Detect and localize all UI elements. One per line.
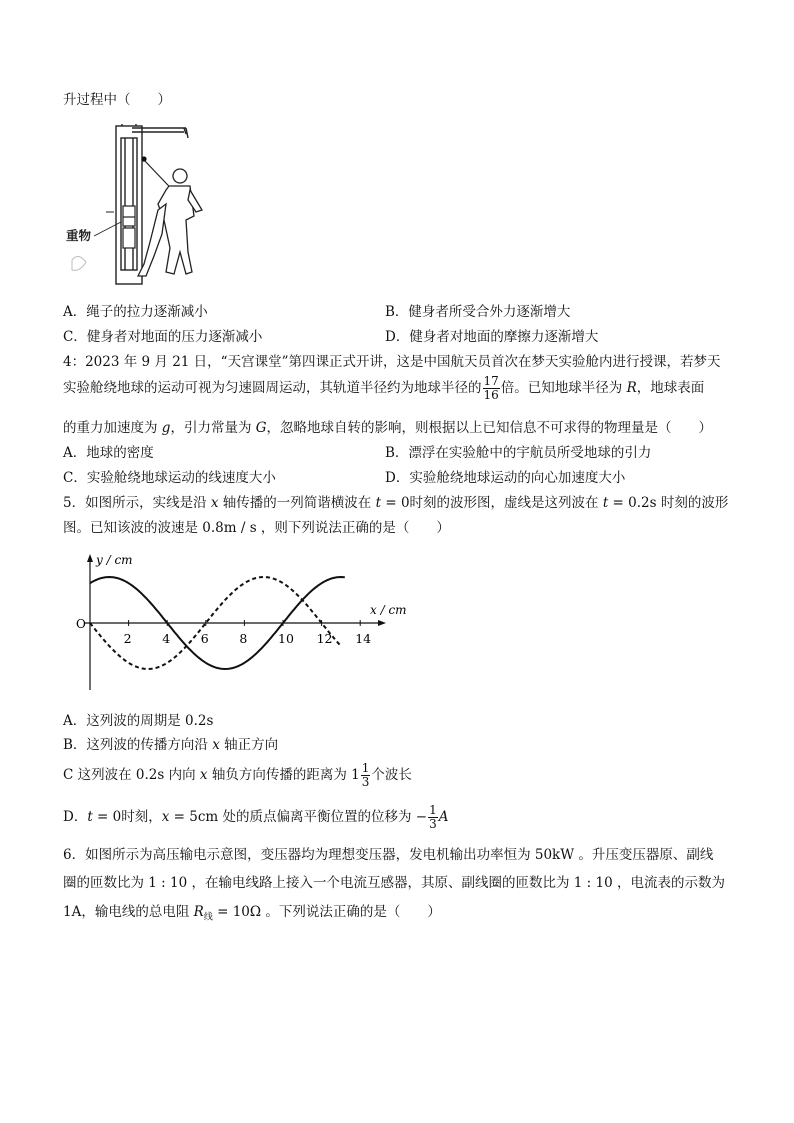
q6-line-2: 圈的匝数比为 1 : 10 ，在输电线路上接入一个电流互感器，其原、副线圈的匝数比为 1 : 10 ，电流表的示数为 (63, 875, 725, 891)
x-tick-label: 14 (355, 631, 372, 646)
q4-fraction: $\frac{17}{16}$ (483, 374, 499, 402)
x-tick-label: 6 (200, 631, 209, 646)
q5-line-1: 5．如图所示，实线是沿 x 轴传播的一列简谐横波在 t = 0时刻的波形图，虚线是这列波在 t = 0.2s 时刻的波形 (63, 495, 729, 511)
q5-option-d: D．t = 0时刻，x = 5cm 处的质点偏离平衡位置的位移为 − $\frac{1}{3}$ A (63, 803, 449, 831)
x-tick-label: 4 (162, 631, 171, 646)
q5-option-c: C 这列波在 0.2s 内向 x 轴负方向传播的距离为 1 $\frac{1}{3}$ 个波长 (63, 761, 412, 789)
q3-option-d: D．健身者对地面的摩擦力逐渐增大 (385, 329, 599, 345)
question-tail: 升过程中（ ） (63, 92, 171, 108)
q3-option-a: A．绳子的拉力逐渐减小 (63, 304, 208, 320)
x-tick-label: 2 (123, 631, 132, 646)
q4-option-b: B．漂浮在实验舱中的宇航员所受地球的引力 (385, 445, 652, 461)
x-tick-label: 12 (316, 631, 333, 646)
origin-label: O (76, 617, 86, 631)
q6-line-3: 1A，输电线的总电阻 $R_线 = 10\Omega$ 。下列说法正确的是（ ） (63, 904, 441, 923)
fitness-machine-figure (66, 124, 256, 292)
q5-option-b: B．这列波的传播方向沿 x 轴正方向 (63, 737, 279, 753)
q4-line-3: 的重力加速度为 g，引力常量为 G，忽略地球自转的影响，则根据以上已知信息不可求得的物理量是（ ） (63, 420, 713, 436)
q3-option-b: B．健身者所受合外力逐渐增大 (385, 304, 571, 320)
y-axis-label: y / cm (96, 553, 133, 567)
weight-label: 重物 (66, 228, 92, 243)
q4-option-c: C．实验舱绕地球运动的线速度大小 (63, 470, 276, 486)
q6-line-1: 6．如图所示为高压输电示意图，变压器均为理想变压器，发电机输出功率恒为 50kW 。升压变压器原、副线 (63, 847, 714, 863)
q4-line-2: 实验舱绕地球的运动可视为匀速圆周运动，其轨道半径约为地球半径的 $\frac{17}{16}$ 倍。已知地球半径为 R，地球表面 (63, 374, 705, 402)
q4-option-a: A．地球的密度 (63, 445, 154, 461)
wave-graph (60, 550, 420, 700)
x-tick-label: 8 (239, 631, 248, 646)
pulley (141, 156, 146, 161)
q3-option-c: C．健身者对地面的压力逐渐减小 (63, 329, 263, 345)
person-silhouette (138, 169, 202, 276)
q4-line-1: 4：2023 年 9 月 21 日，“天宫课堂”第四课正式开讲，这是中国航天员首次在梦天实验舱内进行授课，若梦天 (63, 354, 721, 370)
q4-option-d: D．实验舱绕地球运动的向心加速度大小 (385, 470, 626, 486)
x-tick-label: 10 (278, 631, 294, 646)
x-axis-label: x / cm (370, 603, 407, 617)
q5-line-2: 图。已知该波的波速是 0.8m / s ，则下列说法正确的是（ ） (63, 520, 450, 536)
q5-option-a: A．这列波的周期是 0.2s (63, 713, 214, 729)
x-ticks (124, 620, 372, 646)
